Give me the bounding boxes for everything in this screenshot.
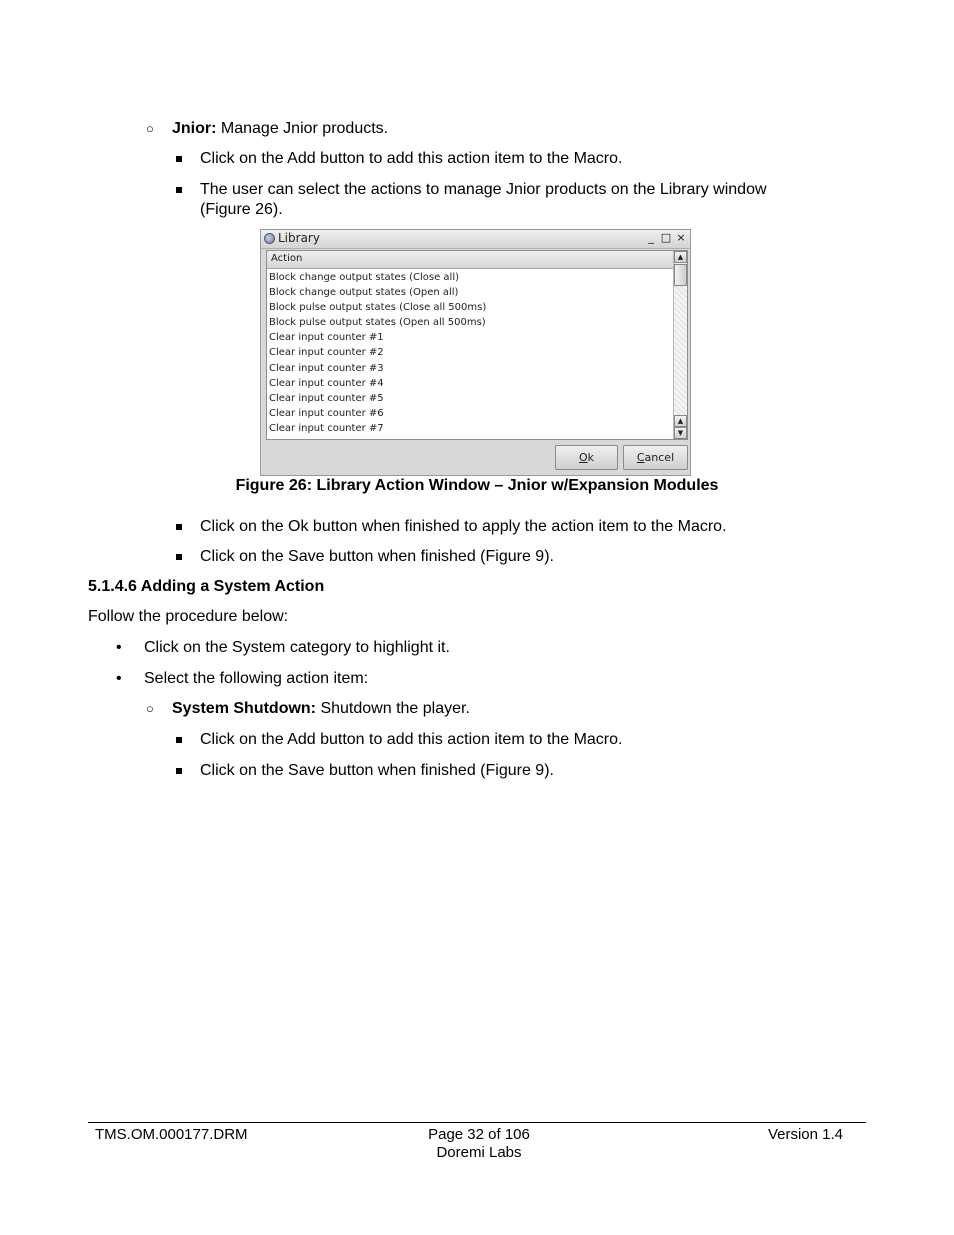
ok-accelerator: O	[578, 451, 588, 464]
system-shutdown-item	[172, 700, 470, 718]
cancel-accelerator: C	[636, 451, 645, 464]
paragraph: Follow the procedure below:	[88, 608, 289, 625]
square-bullet-icon	[176, 737, 182, 743]
system-shutdown-description: Shutdown the player.	[316, 700, 470, 717]
figure-caption: Figure 26: Library Action Window – Jnior w/Expansion Modules	[235, 477, 719, 494]
app-icon	[264, 233, 275, 244]
jnior-label: Jnior:	[172, 120, 217, 137]
maximize-icon[interactable]: □	[660, 231, 672, 244]
footer-doc-id: TMS.OM.000177.DRM	[95, 1126, 248, 1143]
scroll-up-icon[interactable]: ▲	[674, 251, 687, 263]
bullet-icon: •	[116, 639, 122, 656]
step-text: Click on the Save button when finished (Figure 9).	[200, 762, 554, 779]
circle-bullet-icon: ○	[146, 121, 154, 136]
step-text: Click on the Save button when finished (Figure 9).	[200, 548, 554, 565]
step-text: Click on the Add button to add this action item to the Macro.	[200, 150, 623, 167]
column-header-action[interactable]: Action	[267, 251, 674, 269]
list-item[interactable]: Block pulse output states (Open all 500ms)	[269, 317, 486, 329]
list-item[interactable]: Clear input counter #1	[269, 332, 384, 344]
square-bullet-icon	[176, 768, 182, 774]
square-bullet-icon	[176, 554, 182, 560]
footer-divider	[88, 1122, 866, 1123]
footer-version: Version 1.4	[767, 1126, 843, 1143]
list-item[interactable]: Clear input counter #5	[269, 392, 384, 404]
window-titlebar	[261, 230, 690, 249]
list-item[interactable]: Clear input counter #7	[269, 422, 384, 434]
square-bullet-icon	[176, 156, 182, 162]
cancel-button[interactable]	[623, 445, 688, 470]
ok-button[interactable]	[555, 445, 618, 470]
scroll-up-icon[interactable]: ▲	[674, 415, 687, 427]
square-bullet-icon	[176, 524, 182, 530]
jnior-item	[172, 120, 388, 138]
step-text-continued: (Figure 26).	[200, 201, 283, 218]
vertical-scrollbar[interactable]	[673, 251, 687, 439]
library-window	[260, 229, 691, 476]
list-item[interactable]: Clear input counter #3	[269, 362, 384, 374]
list-item[interactable]: Block change output states (Open all)	[269, 287, 459, 299]
minimize-icon[interactable]: _	[648, 231, 654, 244]
list-item[interactable]: Clear input counter #4	[269, 377, 384, 389]
bullet-text: Select the following action item:	[144, 670, 369, 687]
cancel-label: ancel	[644, 451, 675, 464]
close-icon[interactable]: ×	[676, 231, 686, 244]
section-heading: 5.1.4.6 Adding a System Action	[88, 578, 325, 595]
bullet-text: Click on the System category to highlight it.	[144, 639, 450, 656]
list-item[interactable]: Block change output states (Close all)	[269, 272, 459, 283]
scroll-thumb[interactable]	[674, 264, 687, 286]
footer-company: Doremi Labs	[436, 1144, 522, 1161]
square-bullet-icon	[176, 187, 182, 193]
ok-label: k	[587, 451, 595, 464]
list-item[interactable]: Clear input counter #6	[269, 407, 384, 419]
action-list	[266, 250, 688, 440]
circle-bullet-icon: ○	[146, 701, 154, 716]
window-title: Library	[278, 231, 320, 245]
bullet-icon: •	[116, 670, 122, 687]
list-item[interactable]: Clear input counter #2	[269, 347, 384, 359]
step-text: Click on the Add button to add this action item to the Macro.	[200, 731, 623, 748]
step-text: Click on the Ok button when finished to apply the action item to the Macro.	[200, 518, 727, 535]
list-item[interactable]: Block pulse output states (Close all 500ms)	[269, 302, 487, 314]
scroll-down-icon[interactable]: ▼	[674, 427, 687, 439]
step-text: The user can select the actions to manage Jnior products on the Library window	[200, 181, 767, 198]
footer-page-number: Page 32 of 106	[428, 1126, 530, 1143]
system-shutdown-label: System Shutdown:	[172, 700, 317, 717]
jnior-description: Manage Jnior products.	[216, 120, 389, 137]
